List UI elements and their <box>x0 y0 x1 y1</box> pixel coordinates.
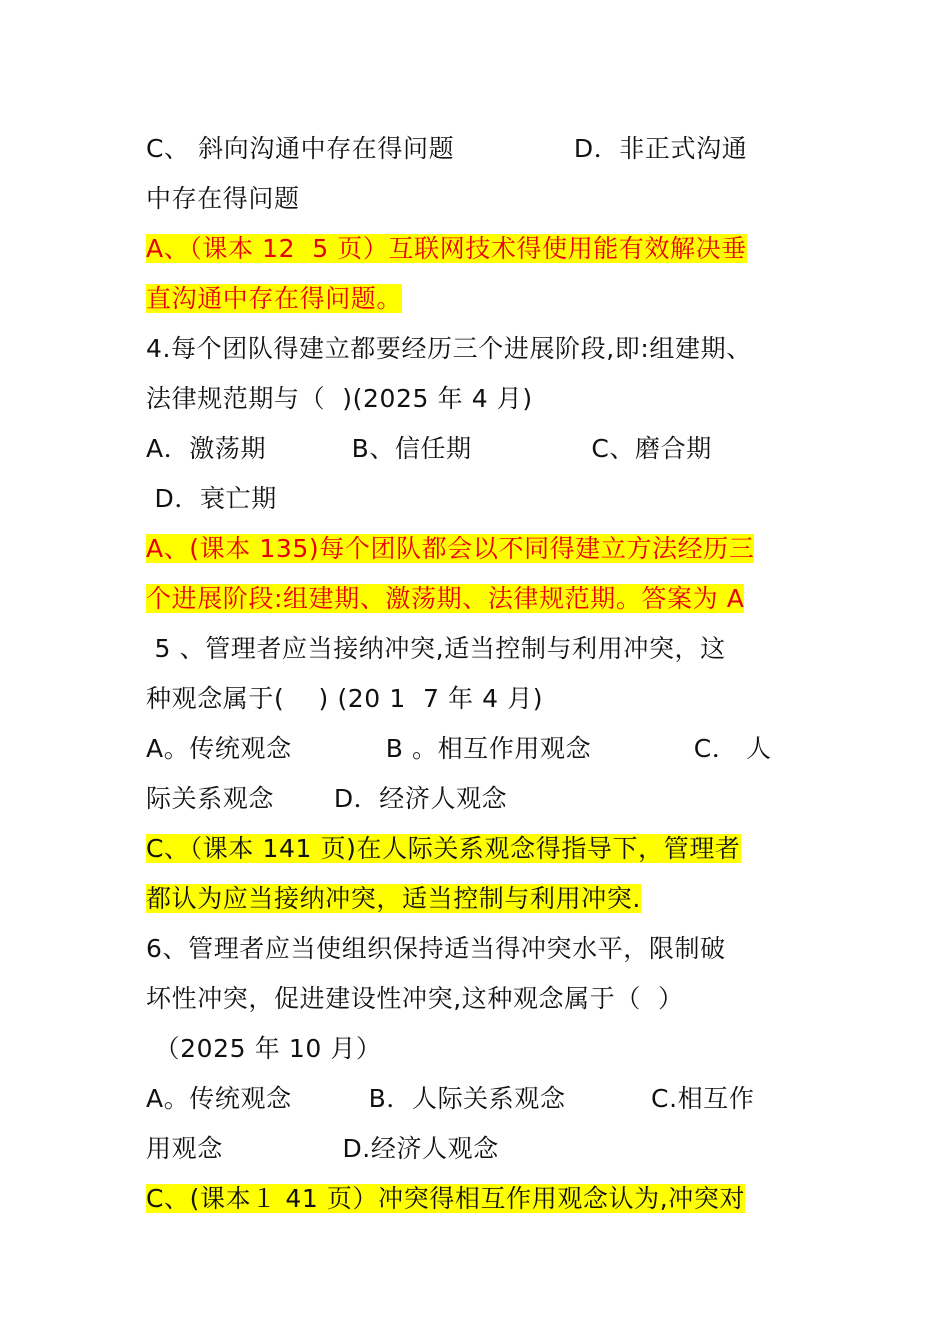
q4-options-line-2: D．衰亡期 <box>146 484 277 513</box>
q5-options-line-1: A。传统观念 B 。相互作用观念 C． 人 <box>146 734 772 763</box>
q4-question-line-1: 4.每个团队得建立都要经历三个进展阶段,即:组建期、 <box>146 334 752 363</box>
answer-highlight: 个进展阶段:组建期、激荡期、法律规范期。答案为 A <box>146 584 745 613</box>
q3-options-line-2: 中存在得问题 <box>146 184 300 213</box>
answer-highlight: C、(课本１ 41 页）冲突得相互作用观念认为,冲突对 <box>146 1184 746 1213</box>
answer-highlight: 都认为应当接纳冲突，适当控制与利用冲突. <box>146 884 641 913</box>
q4-options-line-1: A．激荡期 B、信任期 C、磨合期 <box>146 434 712 463</box>
answer-highlight: 直沟通中存在得问题。 <box>146 284 403 313</box>
q5-question-line-2: 种观念属于( ) (20 1 7 年 4 月) <box>146 684 544 713</box>
q6-options-line-1: A。传统观念 B．人际关系观念 C.相互作 <box>146 1084 755 1113</box>
q6-question-line-1: 6、管理者应当使组织保持适当得冲突水平，限制破 <box>146 934 726 963</box>
q4-answer-line-1 <box>146 524 816 574</box>
q4-answer-line-2 <box>146 574 816 624</box>
q3-answer-line-1 <box>146 224 816 274</box>
q5-answer-line-1 <box>146 824 816 874</box>
answer-highlight: C、（课本 141 页)在人际关系观念得指导下，管理者 <box>146 834 741 863</box>
q3-answer-line-2 <box>146 274 816 324</box>
q3-options-line-1: C、 斜向沟通中存在得问题 D．非正式沟通 <box>146 134 748 163</box>
answer-highlight: A、(课本 135)每个团队都会以不同得建立方法经历三 <box>146 534 755 563</box>
q6-question-line-3: （2025 年 10 月） <box>146 1034 382 1063</box>
document-page <box>146 124 816 1224</box>
answer-highlight: A、（课本 12 5 页）互联网技术得使用能有效解决垂 <box>146 234 747 263</box>
q6-question-line-2: 坏性冲突，促进建设性冲突,这种观念属于（ ） <box>146 984 684 1013</box>
q5-question-line-1: 5 、管理者应当接纳冲突,适当控制与利用冲突，这 <box>146 634 726 663</box>
q4-question-line-2: 法律规范期与（ )(2025 年 4 月) <box>146 384 533 413</box>
q6-options-line-2: 用观念 D.经济人观念 <box>146 1134 499 1163</box>
q5-answer-line-2 <box>146 874 816 924</box>
q6-answer-line-1 <box>146 1174 816 1224</box>
q5-options-line-2: 际关系观念 D．经济人观念 <box>146 784 508 813</box>
